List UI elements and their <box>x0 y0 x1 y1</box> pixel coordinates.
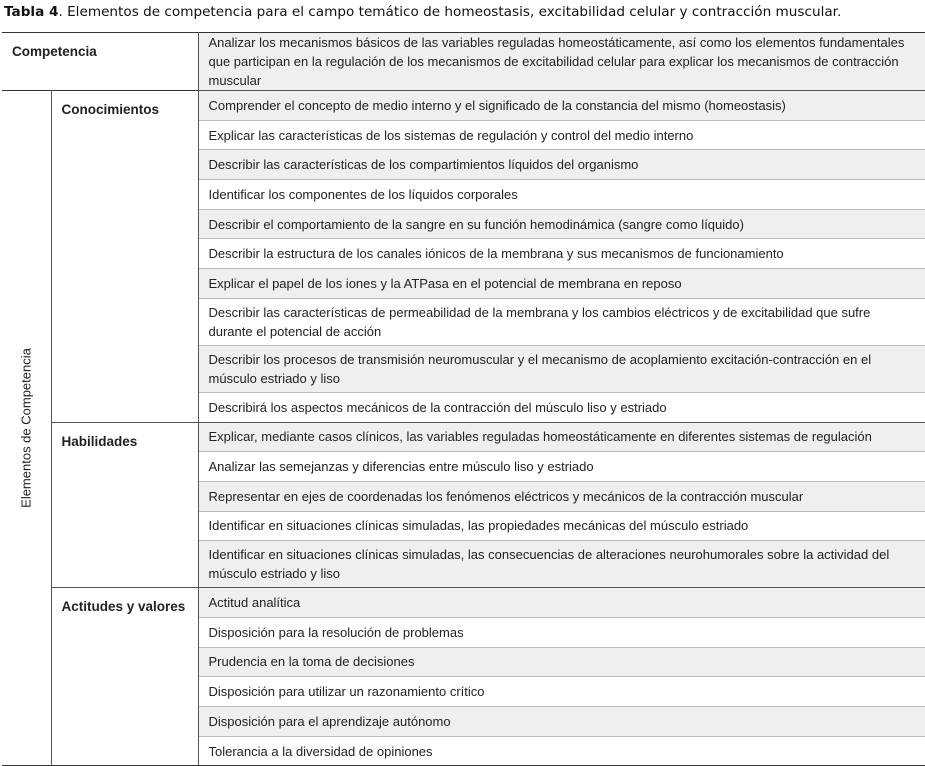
list-item: Describir el comportamiento de la sangre en su función hemodinámica (sangre como líquido) <box>198 209 925 239</box>
list-item: Disposición para la resolución de problemas <box>198 617 925 647</box>
group-label-2: Actitudes y valores <box>51 588 198 766</box>
elementos-label-cell <box>2 91 51 766</box>
group-label-0: Conocimientos <box>51 91 198 423</box>
list-item: Identificar los componentes de los líquidos corporales <box>198 180 925 210</box>
competencia-text: Analizar los mecanismos básicos de las variables reguladas homeostáticamente, así como los elementos fundamentales que participan en la regulación de los mecanismos de excitabilidad celular para explicar los mecanismos de contracción muscular <box>198 33 925 91</box>
list-item: Describir los procesos de transmisión neuromuscular y el mecanismo de acoplamiento excitación-contracción en el músculo estriado y liso <box>198 345 925 392</box>
list-item: Prudencia en la toma de decisiones <box>198 647 925 677</box>
list-item: Describirá los aspectos mecánicos de la contracción del músculo liso y estriado <box>198 392 925 422</box>
list-item: Representar en ejes de coordenadas los fenómenos eléctricos y mecánicos de la contracción muscular <box>198 481 925 511</box>
list-item: Describir las características de permeabilidad de la membrana y los cambios eléctricos y de excitabilidad que sufre durante el potencial de acción <box>198 298 925 345</box>
list-item: Explicar, mediante casos clínicos, las variables reguladas homeostáticamente en diferentes sistemas de regulación <box>198 422 925 452</box>
competencias-table <box>2 32 925 766</box>
caption-text: . Elementos de competencia para el campo temático de homeostasis, excitabilidad celular y contracción muscular. <box>58 4 842 20</box>
list-item: Describir la estructura de los canales iónicos de la membrana y sus mecanismos de funcionamiento <box>198 239 925 269</box>
table-row <box>2 588 925 618</box>
list-item: Describir las características de los compartimientos líquidos del organismo <box>198 150 925 180</box>
table-row <box>2 422 925 452</box>
list-item: Disposición para utilizar un razonamiento crítico <box>198 677 925 707</box>
group-label-1: Habilidades <box>51 422 198 588</box>
list-item: Explicar el papel de los iones y la ATPasa en el potencial de membrana en reposo <box>198 269 925 299</box>
competencia-label: Competencia <box>12 44 97 59</box>
list-item: Identificar en situaciones clínicas simuladas, las propiedades mecánicas del músculo estriado <box>198 511 925 541</box>
competencia-row <box>2 33 925 91</box>
table-body <box>2 33 925 766</box>
list-item: Comprender el concepto de medio interno y el significado de la constancia del mismo (homeostasis) <box>198 91 925 121</box>
table-row <box>2 91 925 121</box>
list-item: Explicar las características de los sistemas de regulación y control del medio interno <box>198 120 925 150</box>
table-caption <box>4 2 924 22</box>
list-item: Tolerancia a la diversidad de opiniones <box>198 736 925 766</box>
list-item: Disposición para el aprendizaje autónomo <box>198 707 925 737</box>
list-item: Actitud analítica <box>198 588 925 618</box>
list-item: Analizar las semejanzas y diferencias entre músculo liso y estriado <box>198 452 925 482</box>
caption-label: Tabla 4 <box>4 4 59 20</box>
elementos-label: Elementos de Competencia <box>18 348 34 509</box>
list-item: Identificar en situaciones clínicas simuladas, las consecuencias de alteraciones neurohumorales sobre la actividad del músculo estriado y liso <box>198 541 925 588</box>
